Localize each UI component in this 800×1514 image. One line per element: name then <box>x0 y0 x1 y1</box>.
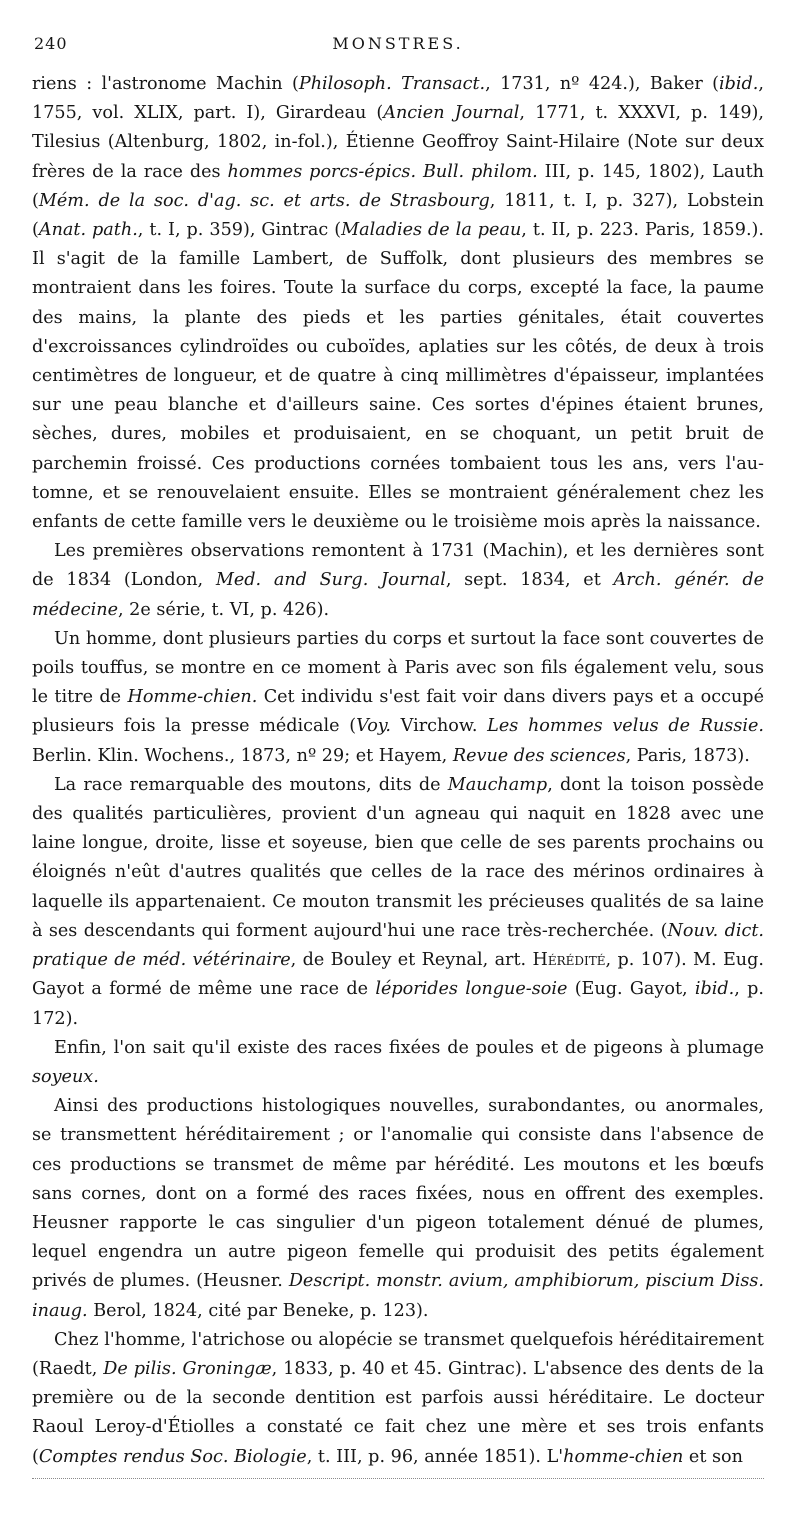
paragraph <box>32 70 764 537</box>
text-span: , t. II, p. 223. Paris, 1859.). Il s'agit de la famille Lambert, de Suffolk, dont plusieurs des membres se montraient dans les foires. Toute la surface du corps, excepté la face, la paume des mains, la plante des pieds et les parties génitales, était couvertes d'excroissances cylindroïdes ou cuboïdes, aplaties sur les côtés, de deux à trois centimètres de longueur, et de quatre à cinq millimètres d'épaisseur, implantées sur une peau blanche et d'ailleurs saine. Ces sortes d'épines étaient brunes, sèches, dures, mobiles et produisaient, en se choquant, un petit bruit de parchemin froissé. Ces productions cornées tombaient tous les ans, vers l'automne, et se renouvelaient ensuite. Elles se montraient généralement chez les enfants de cette famille vers le deuxième ou le troisième mois après la naissance. <box>32 220 764 533</box>
text-span: Virchow. <box>391 716 488 737</box>
body-text <box>32 70 764 1472</box>
text-span: , 2e série, t. VI, p. 426). <box>118 599 330 620</box>
page-number: 240 <box>34 34 68 53</box>
italic-span: léporides longue-soie <box>375 979 568 1000</box>
paragraph <box>32 1326 764 1472</box>
text-span: , Paris, 1873). <box>625 745 750 766</box>
text-span: , p. 107). M. Eug. Gayot a formé de même une race de <box>32 950 764 1000</box>
paragraph <box>32 625 764 771</box>
text-span: , 1731, nº 424.), Baker ( <box>485 74 720 94</box>
text-span: Cet individu s'est fait voir dans divers pays et a occupé plusieurs fois la presse médicale ( <box>32 687 764 737</box>
italic-span: Philosoph. Transact. <box>298 74 486 94</box>
italic-span: Comptes rendus Soc. Biologie <box>38 1446 307 1467</box>
bottom-dotted-rule <box>32 1478 764 1479</box>
running-title: MONSTRES. <box>332 34 464 53</box>
text-span: , p. 172). <box>32 979 765 1029</box>
text-span: La race remarquable des moutons, dits de <box>54 774 448 795</box>
italic-span: soyeux. <box>32 1066 99 1087</box>
italic-span: ibid. <box>694 979 735 1000</box>
text-span: Les premières observations remontent à 1731 (Machin), et les dernières sont de 1834 (London, <box>32 541 764 591</box>
text-span: , sept. 1834, et <box>445 570 614 591</box>
paragraph <box>32 1034 764 1092</box>
italic-span: Nouv. dict. pratique de méd. vétérinaire <box>32 920 764 971</box>
text-span: III, p. 145, 1802), Lauth ( <box>32 161 764 211</box>
italic-span: Revue des sciences <box>452 745 626 766</box>
text-span: , t. I, p. 359), Gintrac ( <box>137 220 342 241</box>
italic-span: ibid. <box>719 74 759 94</box>
paragraph <box>32 771 764 1034</box>
italic-span: homme-chien <box>563 1446 684 1467</box>
italic-span: Arch. génér. de médecine <box>32 570 764 620</box>
paragraph <box>32 537 764 625</box>
text-span: et son <box>683 1446 743 1467</box>
italic-span: Descript. monstr. avium, amphibiorum, piscium Diss. inaug. <box>32 1271 764 1321</box>
italic-span: Voy. <box>356 716 391 737</box>
italic-span: Anat. path. <box>38 220 138 241</box>
text-span: , de Bouley et Reynal, art. <box>290 950 533 971</box>
italic-span: Maladies de la peau <box>341 220 522 241</box>
italic-span: De pilis. Groningæ <box>103 1358 272 1379</box>
text-span: Chez l'homme, l'atrichose ou alopécie se transmet quelquefois héréditairement (Raedt, <box>32 1329 764 1379</box>
text-span: , 1811, t. I, p. 327), Lobstein ( <box>32 190 764 241</box>
text-span: (Eug. Gayot, <box>567 979 695 1000</box>
text-span: Enfin, l'on sait qu'il existe des races fixées de poules et de pigeons à plumage <box>54 1037 764 1058</box>
text-span: , 1771, t. XXXVI, p. 149), Tilesius (Altenburg, 1802, in-fol.), Étienne Geoffroy Saint-Hilaire (Note sur deux frères de la race des <box>32 103 765 182</box>
text-span: , t. III, p. 96, année 1851). L' <box>306 1446 564 1467</box>
text-span: Ainsi des productions histologiques nouvelles, surabondantes, ou anormales, se transmettent héréditairement ; or l'anomalie qui consiste dans l'absence de ces productions se transmet de même par hérédité. Les moutons et les bœufs sans cornes, dont on a formé des races fixées, nous en offrent des exemples. Heusner rapporte le cas singulier d'un pigeon totalement dénué de plumes, lequel engendra un autre pigeon femelle qui produisit des petits également privés de plumes. (Heusner. <box>32 1096 764 1292</box>
running-head <box>32 34 764 58</box>
italic-span: Med. and Surg. Journal <box>215 570 446 591</box>
text-span: riens : l'astronome Machin ( <box>32 74 299 94</box>
italic-span: hommes porcs-épics. Bull. philom. <box>227 161 538 182</box>
italic-span: Les hommes velus de Russie. <box>487 716 764 737</box>
text-span: Berol, 1824, cité par Beneke, p. 123). <box>87 1300 429 1321</box>
text-span: , 1833, p. 40 et 45. Gintrac). L'absence des dents de la première ou de la seconde dentition est parfois aussi héréditaire. Le docteur Raoul Leroy-d'Étiolles a constaté ce fait chez une mère et ses trois enfants ( <box>32 1358 764 1467</box>
italic-span: Ancien Journal <box>383 103 520 124</box>
italic-span: Homme-chien. <box>127 687 258 708</box>
smallcaps-span: Hérédité <box>532 950 606 971</box>
text-span: , dont la toison possède des qualités particulières, provient d'un agneau qui naquit en 1828 avec une laine longue, droite, lisse et soyeuse, bien que celle de ses parents prochains ou éloignés n'eût d'autres qualités que celles de la race des mérinos ordinaires à laquelle ils appartenaient. Ce mouton transmit les précieuses qualités de sa laine à ses descendants qui forment aujourd'hui une race très-recherchée. ( <box>32 774 764 941</box>
italic-span: Mauchamp <box>447 774 548 795</box>
text-span: , 1755, vol. XLIX, part. I), Girardeau ( <box>32 74 764 124</box>
italic-span: Mém. de la soc. d'ag. sc. et arts. de Strasbourg <box>38 190 490 211</box>
text-span: Un homme, dont plusieurs parties du corps et surtout la face sont couvertes de poils touffus, se montre en ce moment à Paris avec son fils également velu, sous le titre de <box>32 628 764 708</box>
text-span: Berlin. Klin. Wochens., 1873, nº 29; et Hayem, <box>32 745 453 766</box>
paragraph <box>32 1092 764 1326</box>
